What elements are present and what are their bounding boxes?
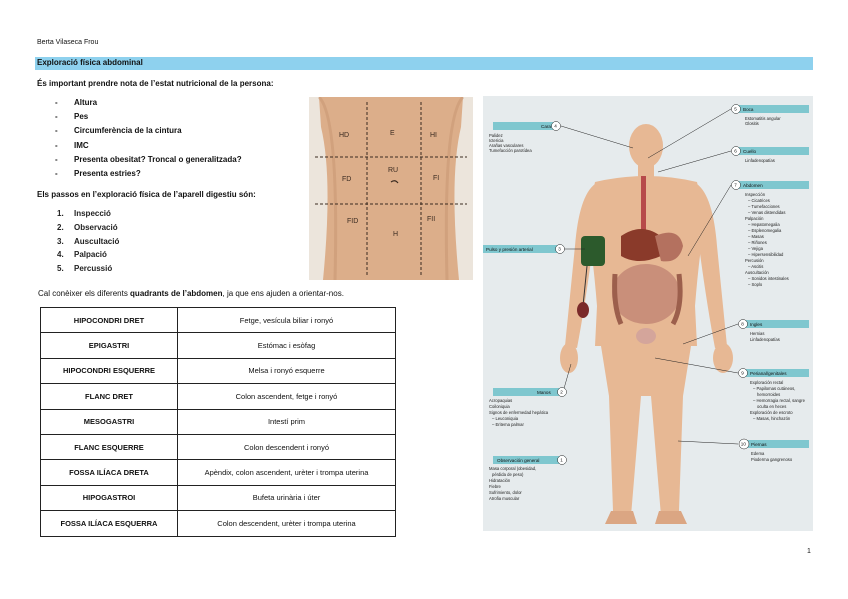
- step-label: Auscultació: [74, 236, 120, 246]
- step-label: Observació: [74, 222, 118, 232]
- label-item: – Papilomas cutáneos,: [753, 386, 796, 391]
- label-item: Edema: [751, 451, 765, 456]
- label-item: – Hepatomegalia: [748, 222, 780, 227]
- label-item: – Ascitis: [748, 264, 764, 269]
- label-item: – Masas: [748, 234, 764, 239]
- region-cell: EPIGASTRI: [41, 333, 178, 358]
- table-row: [41, 308, 396, 333]
- step-item: [57, 223, 119, 237]
- label-item: Arañas vasculares: [489, 143, 524, 148]
- label-item: – Soplo: [748, 282, 763, 287]
- nutrition-item: - Pes: [55, 112, 242, 126]
- label-item: Hernias: [750, 331, 765, 336]
- label-item: – Hipersensibilidad: [748, 252, 784, 257]
- label-number: 3: [558, 246, 561, 252]
- step-item: [57, 237, 119, 251]
- label-item: – Riñones: [748, 240, 767, 245]
- organs-cell: Melsa i ronyó esquerre: [178, 358, 396, 383]
- label-number: 10: [740, 441, 746, 447]
- label-number: 6: [734, 148, 737, 154]
- label-item: Atrofia muscular: [489, 496, 520, 501]
- label-item: Linfadenopatías: [745, 158, 775, 163]
- organs-cell: Bufeta urinària i úter: [178, 485, 396, 510]
- region-cell: FOSSA ILÍACA DRETA: [41, 460, 178, 485]
- nutrition-item: - IMC: [55, 141, 242, 155]
- label-title: Boca: [743, 107, 754, 112]
- region-label-fii: FII: [427, 216, 436, 223]
- region-cell: FLANC ESQUERRE: [41, 434, 178, 459]
- step-number: 3.: [57, 236, 64, 246]
- steps-intro: Els passos en l’exploració física de l’aparell digestiu són:: [37, 190, 256, 199]
- nutrition-item: - Presenta estries?: [55, 169, 242, 183]
- quadrants-sentence: [38, 289, 344, 298]
- organs-cell: Colon descendent, urèter i trompa uterina: [178, 511, 396, 536]
- table-row: [41, 511, 396, 536]
- table-row: [41, 485, 396, 510]
- author-name: Berta Vilaseca Frou: [37, 39, 99, 46]
- region-cell: HIPOGASTROI: [41, 485, 178, 510]
- region-cell: HIPOCONDRI DRET: [41, 308, 178, 333]
- label-item: Estomatitis angular: [745, 116, 781, 121]
- table-row: [41, 460, 396, 485]
- step-item: [57, 250, 119, 264]
- label-number: 8: [741, 321, 744, 327]
- label-item: Palpación: [745, 216, 764, 221]
- label-item: hemorroides: [757, 392, 781, 397]
- label-item: – Venas distendidas: [748, 210, 786, 215]
- label-item: Coiloniquia: [489, 404, 510, 409]
- table-row: [41, 409, 396, 434]
- region-cell: FOSSA ILÍACA ESQUERRA: [41, 511, 178, 536]
- section-title: Exploració física abdominal: [37, 58, 143, 67]
- label-title: Abdomen: [743, 183, 763, 188]
- step-item: [57, 264, 119, 278]
- region-label-fd: FD: [342, 176, 352, 183]
- organs-cell: Intestí prim: [178, 409, 396, 434]
- label-item: Auscultación: [745, 270, 769, 275]
- region-label-hd: HD: [339, 132, 350, 139]
- label-item: – Vejiga: [748, 246, 763, 251]
- nutrition-item: - Circumferència de la cintura: [55, 126, 242, 140]
- label-item: Acropaquias: [489, 398, 513, 403]
- label-item: oculta en heces: [757, 404, 787, 409]
- label-number: 2: [560, 389, 563, 395]
- label-item: Signos de enfermedad hepática: [489, 410, 549, 415]
- table-row: [41, 434, 396, 459]
- step-label: Percussió: [74, 264, 113, 274]
- label-item: Exploración de escroto: [750, 410, 793, 415]
- nutrition-item: - Altura: [55, 98, 242, 112]
- organs-cell: Estómac i esòfag: [178, 333, 396, 358]
- step-number: 4.: [57, 250, 64, 260]
- label-number: 4: [554, 123, 557, 129]
- label-group-pulso: [483, 245, 565, 254]
- label-item: Linfadenopatías: [750, 337, 780, 342]
- label-item: Inspección: [745, 192, 766, 197]
- label-item: – Tumefacciones: [748, 204, 780, 209]
- label-item: – Masas, hinchazón: [753, 416, 791, 421]
- region-label-hi: HI: [430, 132, 437, 139]
- region-label-e: E: [390, 130, 395, 137]
- region-label-fi: FI: [433, 175, 440, 182]
- label-item: Ictericia: [489, 138, 504, 143]
- table-row: [41, 333, 396, 358]
- label-title: Perianal/genitales: [750, 371, 787, 376]
- label-item: pérdida de peso): [492, 472, 524, 477]
- quadrants-table: [40, 307, 396, 537]
- label-item: Tumefacción parotídea: [489, 148, 532, 153]
- step-number: 5.: [57, 264, 64, 274]
- label-number: 9: [741, 370, 744, 376]
- nutrition-intro: És important prendre nota de l’estat nutricional de la persona:: [37, 79, 274, 88]
- table-row: [41, 358, 396, 383]
- body-examination-figure: [483, 96, 813, 531]
- label-title: Observación general: [497, 458, 540, 463]
- label-number: 7: [734, 182, 737, 188]
- nutrition-item: - Presenta obesitat? Troncal o generalitzada?: [55, 155, 242, 169]
- page-number: 1: [807, 548, 811, 555]
- label-item: Glositis: [745, 121, 759, 126]
- label-item: Palidez: [489, 133, 503, 138]
- organs-cell: Apèndix, colon ascendent, urèter i trompa uterina: [178, 460, 396, 485]
- quadrants-sentence-start: Cal conèixer els diferents: [38, 289, 131, 298]
- label-number: 1: [560, 457, 563, 463]
- abdomen-regions-photo: [309, 97, 473, 280]
- label-item: Masa corporal (obesidad,: [489, 466, 537, 471]
- label-item: Percusión: [745, 258, 764, 263]
- label-item: – Eritema palmar: [492, 422, 524, 427]
- quadrants-sentence-end: , ja que ens ajuden a orientar-nos.: [222, 289, 344, 298]
- label-title: Piernas: [751, 442, 767, 447]
- label-number: 5: [734, 106, 737, 112]
- label-item: – Sonidos intestinales: [748, 276, 789, 281]
- step-number: 1.: [57, 209, 64, 218]
- table-row: [41, 384, 396, 409]
- label-item: – Leuconiquia: [492, 416, 519, 421]
- step-label: Palpació: [74, 250, 107, 260]
- label-item: – Esplenomegalia: [748, 228, 782, 233]
- label-item: Pioderma gangrenoso: [751, 457, 793, 462]
- organs-cell: Colon ascendent, fetge i ronyó: [178, 384, 396, 409]
- region-cell: HIPOCONDRI ESQUERRE: [41, 358, 178, 383]
- steps-list: [57, 209, 119, 278]
- label-title: Cara: [541, 124, 551, 129]
- label-title: Ingles: [750, 322, 763, 327]
- organs-cell: Colon descendent i ronyó: [178, 434, 396, 459]
- step-item: [57, 209, 119, 223]
- label-item: Hidratación: [489, 478, 511, 483]
- region-label-h: H: [393, 231, 399, 238]
- label-title: Cuello: [743, 149, 757, 154]
- label-item: Exploración rectal: [750, 380, 784, 385]
- region-cell: MESOGASTRI: [41, 409, 178, 434]
- region-label-ru: RU: [388, 167, 399, 174]
- section-header: [35, 57, 813, 70]
- label-item: – Hemorragia rectal, sangre: [753, 398, 805, 403]
- label-item: – Cicatrices: [748, 198, 770, 203]
- organs-cell: Fetge, vesícula biliar i ronyó: [178, 308, 396, 333]
- region-label-fid: FID: [347, 218, 359, 225]
- quadrants-sentence-bold: quadrants de l’abdomen: [130, 289, 223, 298]
- nutrition-list: [55, 98, 242, 183]
- step-label: Inspecció: [74, 209, 111, 218]
- label-item: Fiebre: [489, 484, 501, 489]
- label-title: Pulso y presión arterial: [486, 247, 533, 252]
- label-title: Manos: [537, 390, 551, 395]
- region-cell: FLANC DRET: [41, 384, 178, 409]
- label-item: Sufrimiento, dolor: [489, 490, 522, 495]
- step-number: 2.: [57, 222, 64, 232]
